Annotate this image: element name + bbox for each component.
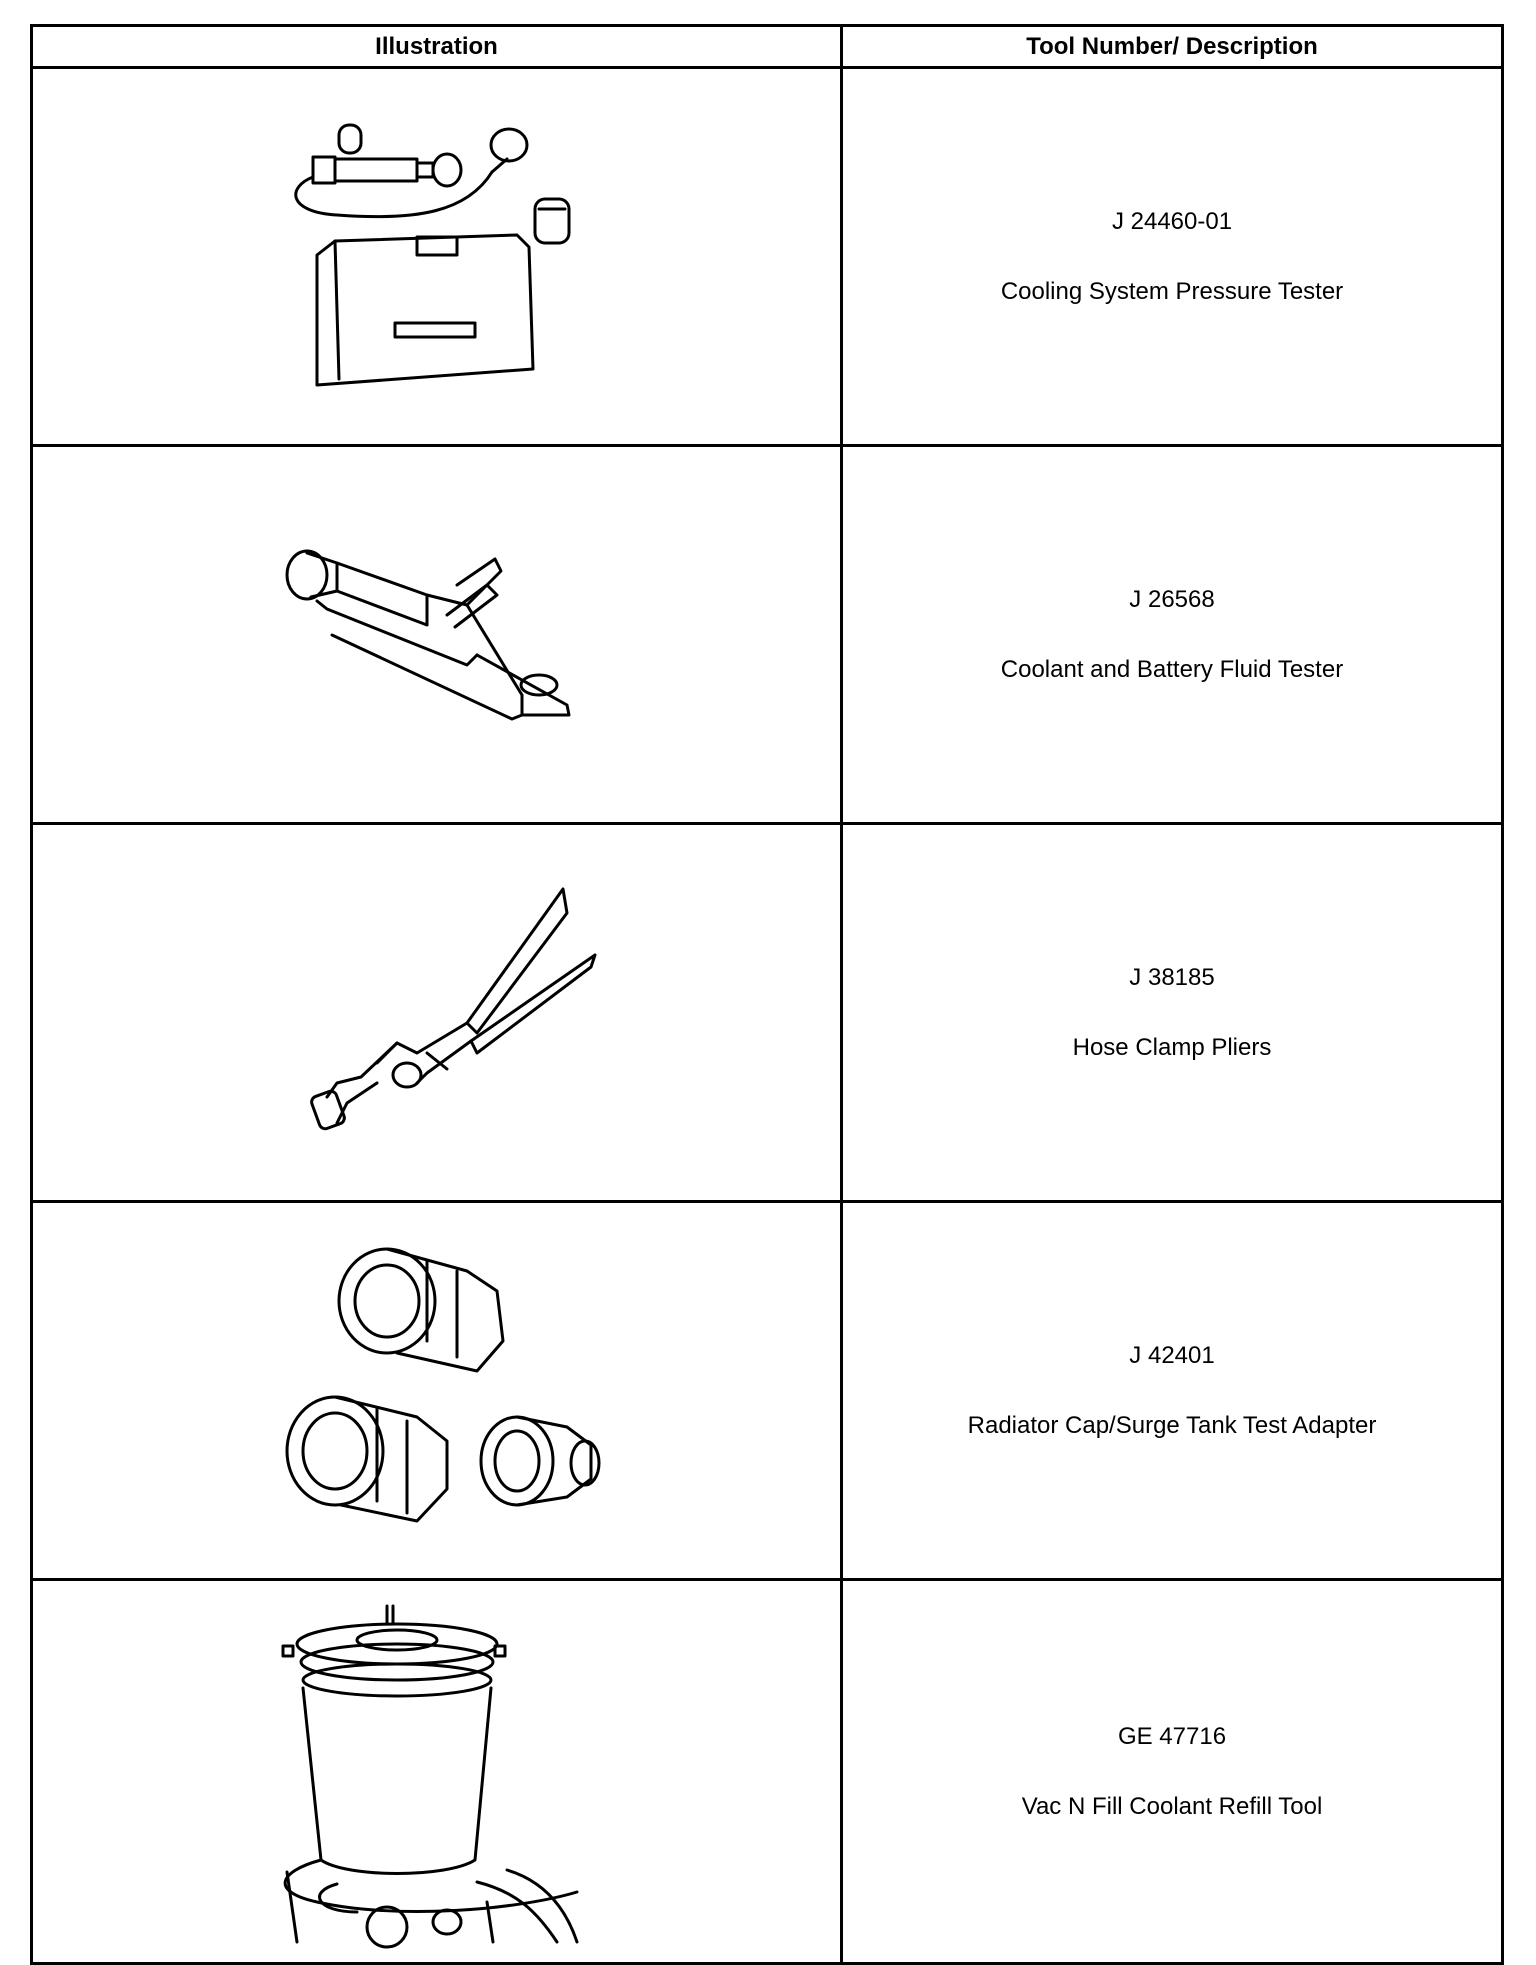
tool-number: J 42401	[1129, 1341, 1215, 1369]
tool-description: Radiator Cap/Surge Tank Test Adapter	[967, 1411, 1377, 1439]
illustration-cell	[33, 1581, 843, 1962]
tool-number: J 26568	[1129, 585, 1215, 613]
description-cell	[843, 69, 1501, 444]
tool-number: GE 47716	[1117, 1722, 1227, 1750]
tool-description: Cooling System Pressure Tester	[1000, 277, 1344, 305]
special-tools-table	[30, 24, 1504, 1965]
tool-description: Hose Clamp Pliers	[1072, 1033, 1272, 1061]
table-row	[33, 69, 1501, 447]
pliers-icon	[277, 883, 597, 1143]
tool-number: J 24460-01	[1111, 207, 1233, 235]
tool-description: Vac N Fill Coolant Refill Tool	[1021, 1792, 1323, 1820]
illustration-cell	[33, 447, 843, 822]
table-row	[33, 447, 1501, 825]
table-header	[33, 27, 1501, 69]
illustration-cell	[33, 1203, 843, 1578]
table-row	[33, 1581, 1501, 1962]
tool-description: Coolant and Battery Fluid Tester	[1000, 655, 1344, 683]
illustration-cell	[33, 825, 843, 1200]
description-cell	[843, 1581, 1501, 1962]
table-row	[33, 825, 1501, 1203]
description-cell	[843, 825, 1501, 1200]
description-cell	[843, 447, 1501, 822]
adapter-icon	[267, 1231, 607, 1551]
header-illustration: Illustration	[33, 27, 843, 66]
header-tool-description: Tool Number/ Description	[1026, 32, 1318, 60]
description-cell	[843, 1203, 1501, 1578]
pressure-tester-icon	[277, 117, 597, 397]
illustration-cell	[33, 69, 843, 444]
refill-tool-icon	[277, 1592, 597, 1952]
table-row	[33, 1203, 1501, 1581]
fluid-tester-icon	[277, 535, 597, 735]
tool-number: J 38185	[1129, 963, 1215, 991]
